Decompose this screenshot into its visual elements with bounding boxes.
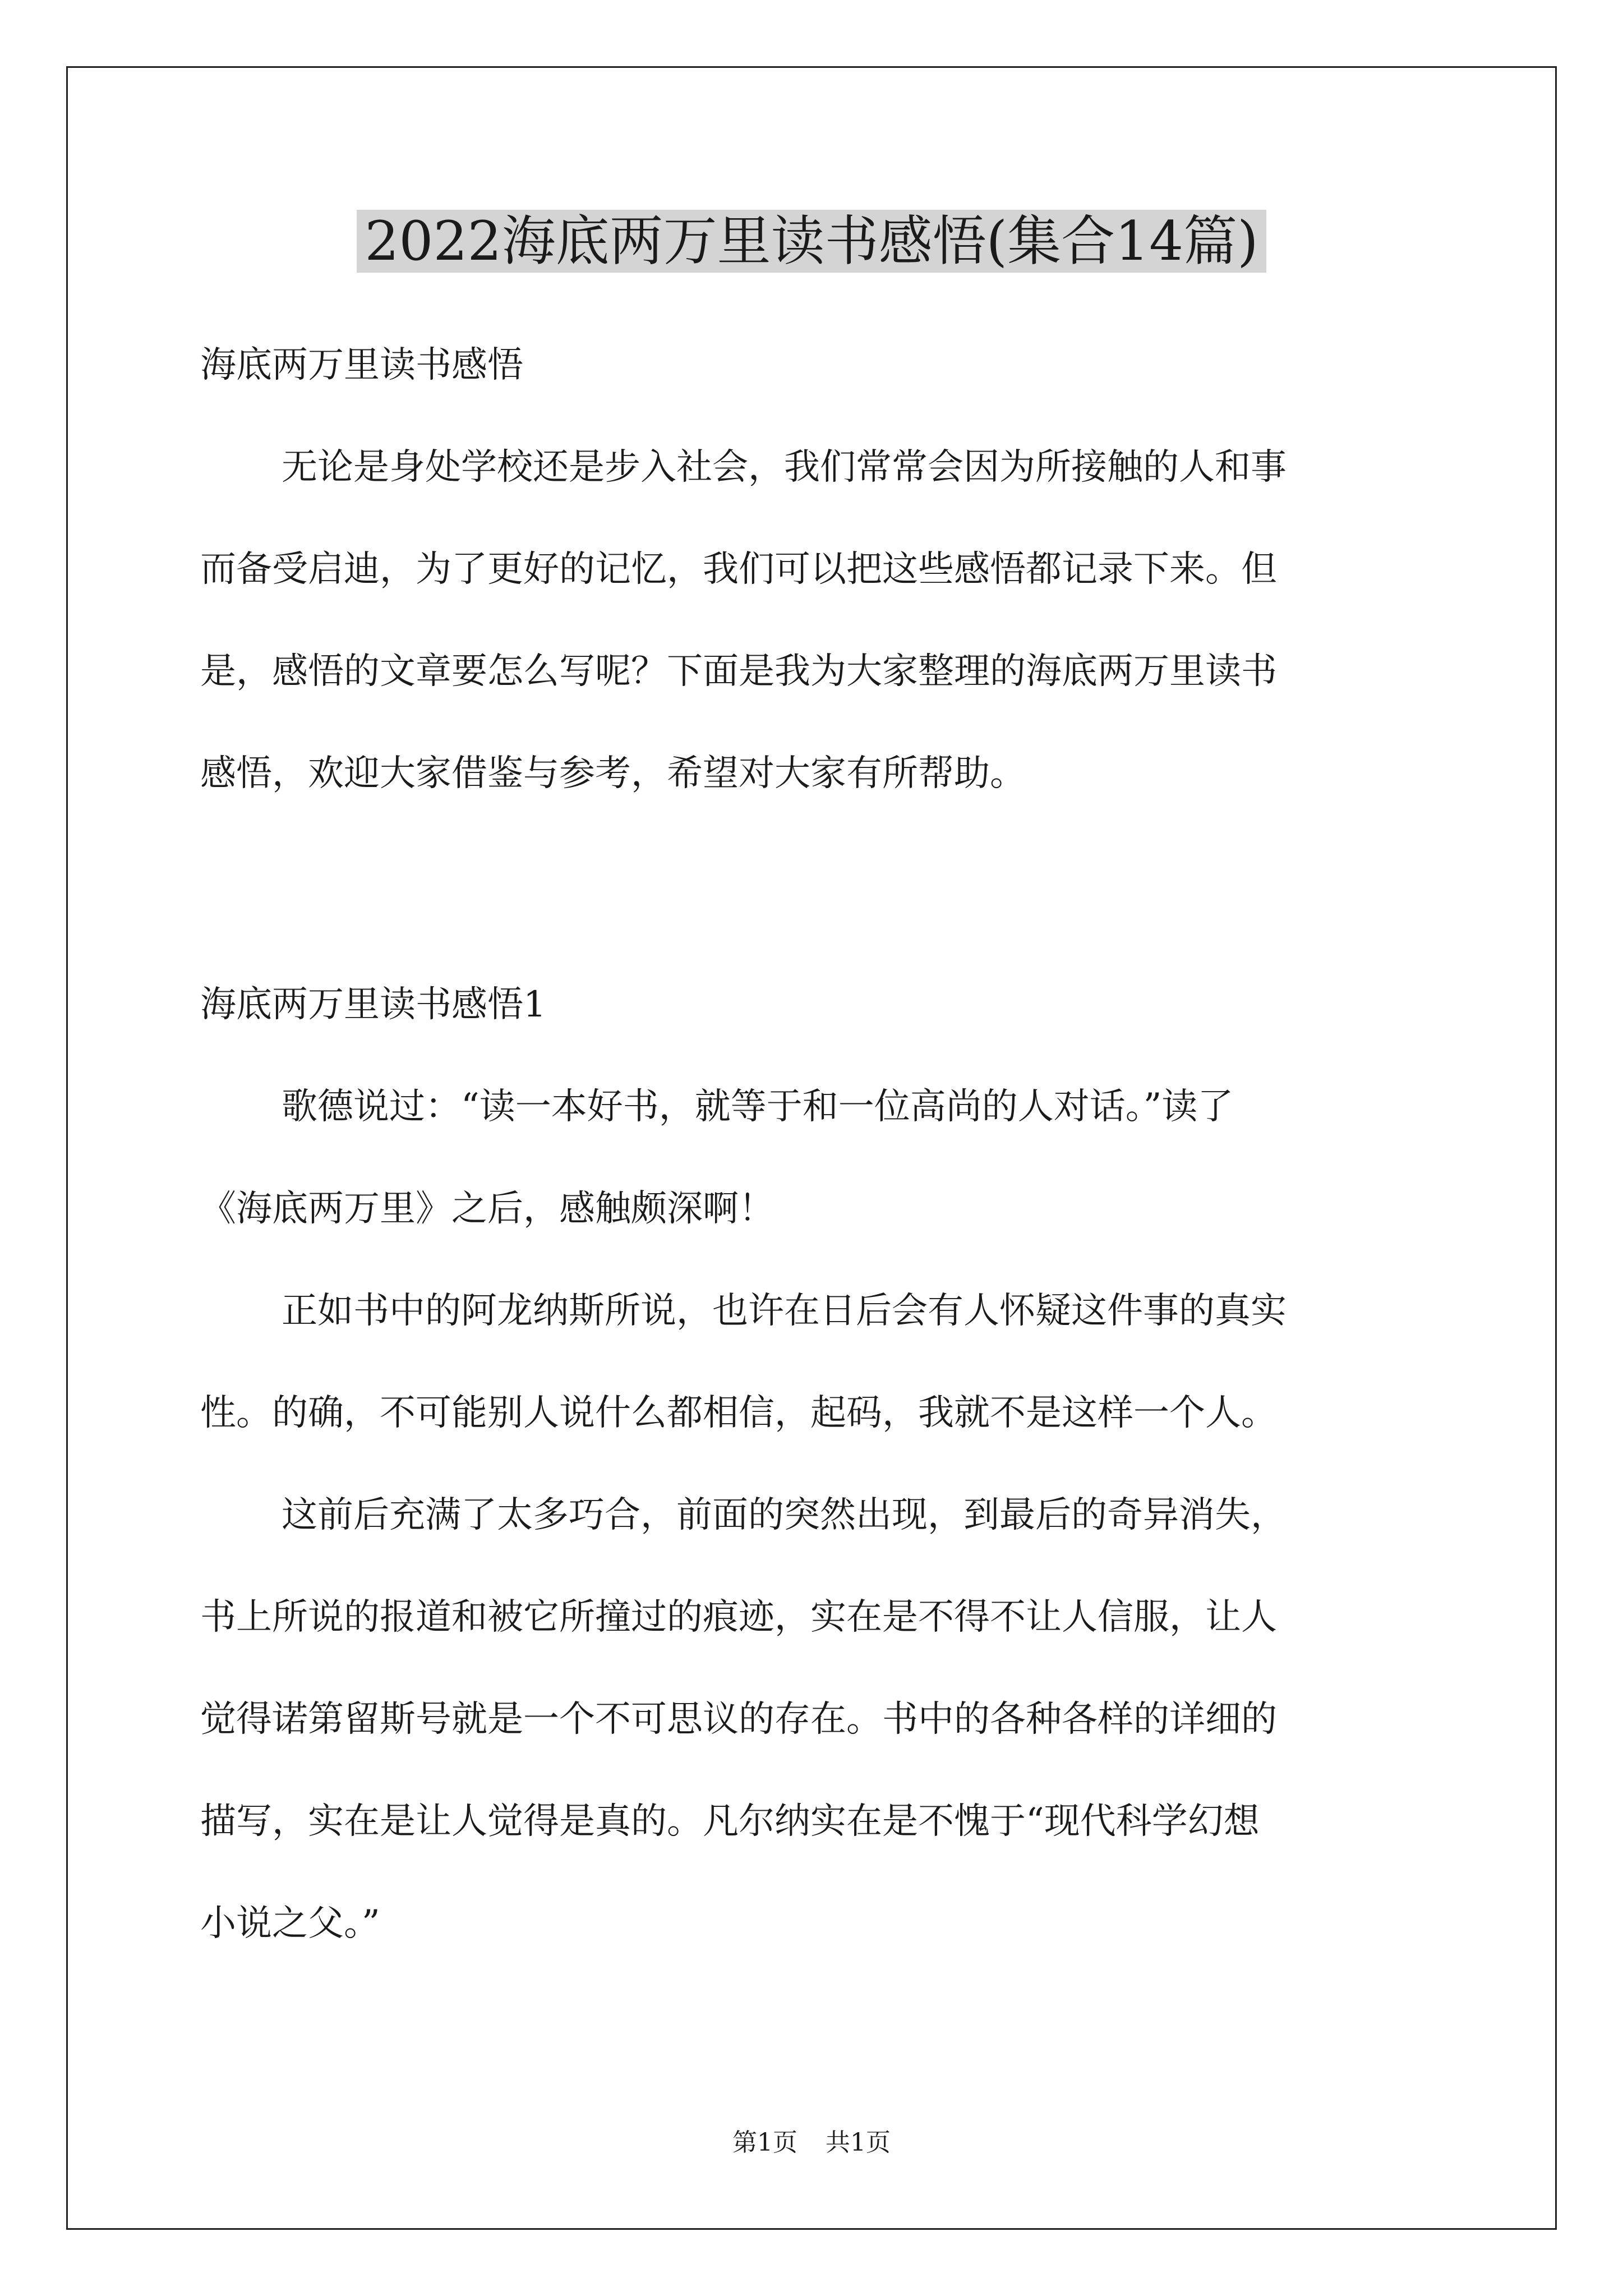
paragraph-line: 是，感悟的文章要怎么写呢？下面是我为大家整理的海底两万里读书: [200, 651, 1277, 692]
document-body: [200, 314, 1428, 1975]
intro-paragraph: [200, 416, 1428, 825]
paragraph-line: 而备受启迪，为了更好的记忆，我们可以把这些感悟都记录下来。但: [200, 549, 1277, 590]
paragraph-line: 感悟，欢迎大家借鉴与参考，希望对大家有所帮助。: [200, 753, 1026, 794]
page-number: 第1页: [732, 2128, 797, 2157]
paragraph-line: 这前后充满了太多巧合，前面的突然出现，到最后的奇异消失，: [282, 1494, 1287, 1536]
section-spacer: [200, 825, 1428, 954]
paragraph-line: 无论是身处学校还是步入社会，我们常常会因为所接触的人和事: [282, 447, 1287, 488]
paragraph-line: 《海底两万里》之后，感触颇深啊！: [200, 1188, 774, 1230]
section-heading: 海底两万里读书感悟1: [200, 984, 546, 1025]
paragraph-1: [200, 1056, 1428, 1260]
page-total: 共1页: [826, 2128, 891, 2157]
paragraph-2: [200, 1260, 1428, 1464]
document-title: 2022海底两万里读书感悟(集合14篇): [0, 202, 1623, 280]
intro-heading: 海底两万里读书感悟: [200, 344, 523, 386]
paragraph-line: 觉得诺第留斯号就是一个不可思议的存在。书中的各种各样的详细的: [200, 1699, 1277, 1740]
paragraph-line: 描写，实在是让人觉得是真的。凡尔纳实在是不愧于“现代科学幻想: [200, 1801, 1260, 1842]
page-footer: [0, 2126, 1623, 2160]
paragraph-line: 歌德说过：“读一本好书，就等于和一位高尚的人对话。”读了: [282, 1086, 1234, 1128]
paragraph-line: 正如书中的阿龙纳斯所说，也许在日后会有人怀疑这件事的真实: [282, 1290, 1287, 1332]
paragraph-line: 书上所说的报道和被它所撞过的痕迹，实在是不得不让人信服，让人: [200, 1596, 1277, 1638]
paragraph-line: 小说之父。”: [200, 1903, 380, 1944]
paragraph-line: 性。的确，不可能别人说什么都相信，起码，我就不是这样一个人。: [200, 1392, 1277, 1434]
paragraph-3: [200, 1464, 1428, 1975]
